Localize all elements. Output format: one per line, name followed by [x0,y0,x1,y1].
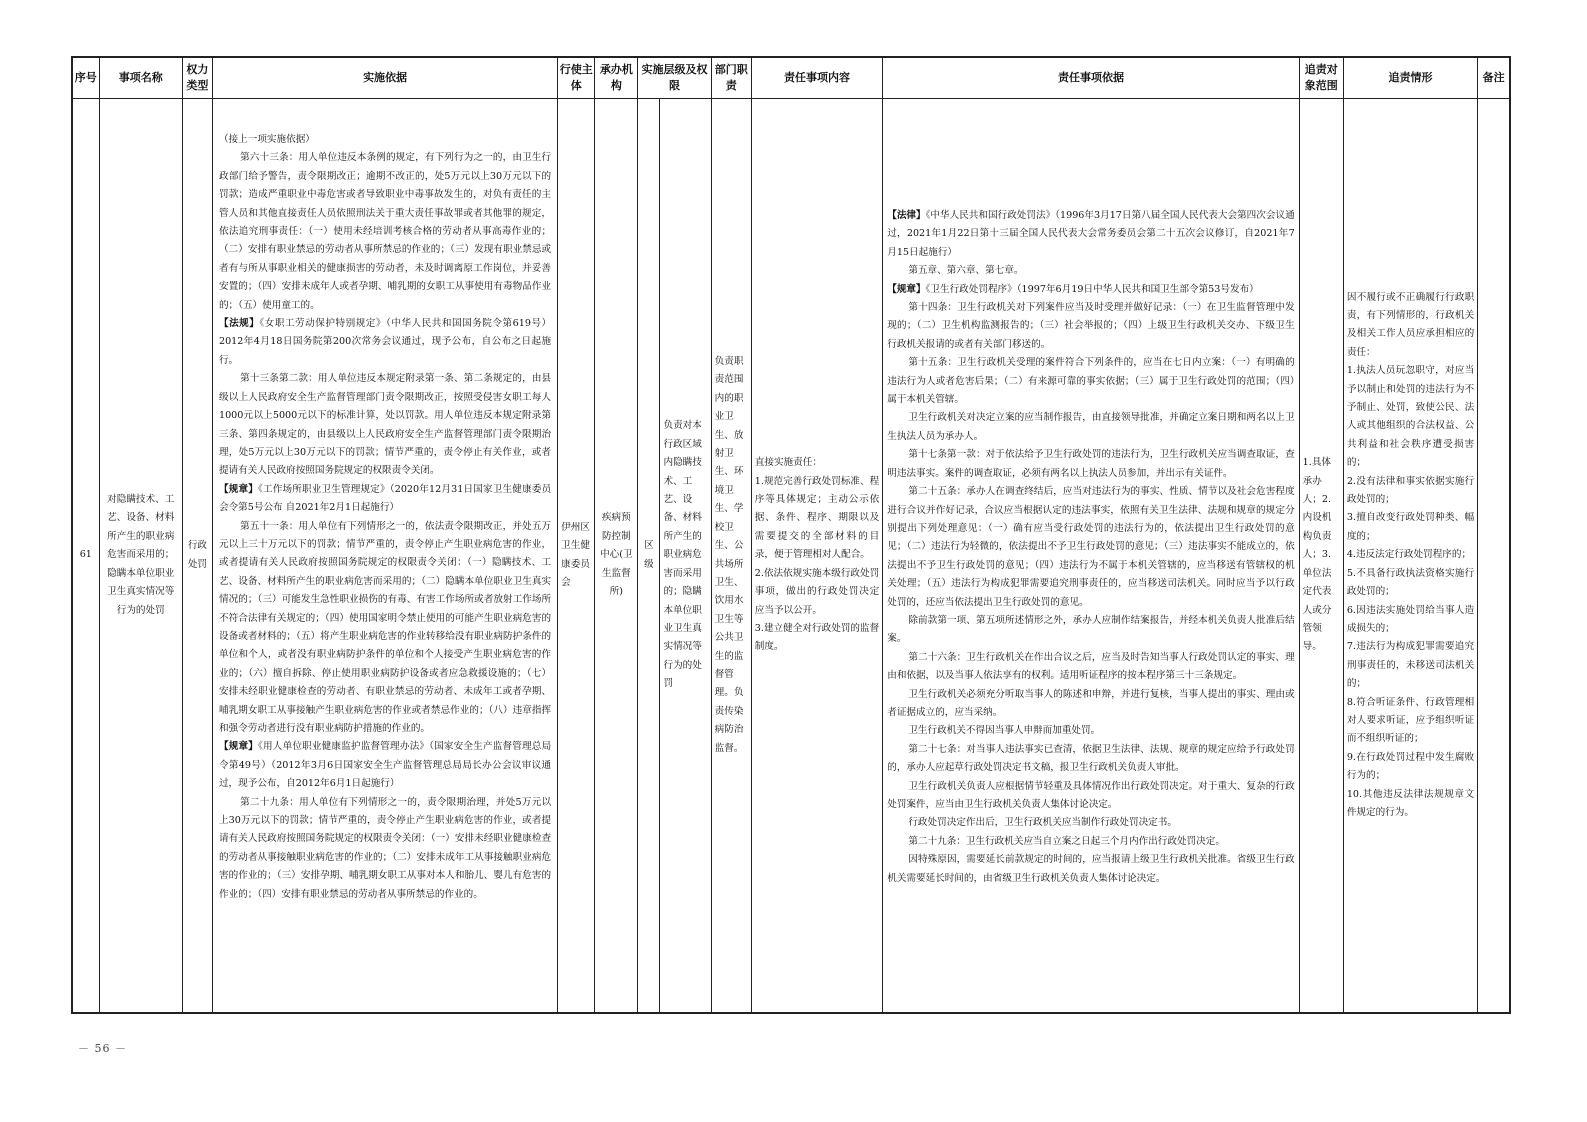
resp-content-paragraph: 1.规范完善行政处罚标准、程序等具体规定；主动公示依据、条件、程序、期限以及需要提交的全部材料的目录，便于管理相对人配合。 [754,475,880,561]
resp-basis-paragraph [887,207,1294,262]
header-situations: 追责情形 [1343,57,1477,99]
cell-subject: 伊州区卫生健康委员会 [558,99,595,1014]
resp-basis-paragraph-tag: 【规章】 [887,283,926,295]
resp-basis-paragraph-text: 卫生行政机关对决定立案的应当制作报告，由直接领导批准，并确定立案日期和两名以上卫生执法人员为承办人。 [887,412,1295,442]
resp-basis-paragraph-text: 第二十五条：承办人在调查终结后，应当对违法行为的事实、性质、情节以及社会危害程度进行合议并作好记录，合议应当根据认定的违法事实，依照有关卫生法律、法规和规章的规定分别提出下列处理意见：（一）确有应当受行政处罚的违法行为的，依法提出卫生行政处罚的意见；（二）违法行为轻微的，依法提出不予卫生行政处罚的意见；（三）违法事实不能成立的，依法提出不予卫生行政处罚的意见；（四）违法行为不属于本机关管辖的，应当移送有管辖权的机关处理；（五）违法行为构成犯罪需要追究刑事责任的，应当移送司法机关。同时应当予以行政处罚的，还应当依法提出卫生行政处罚的意见。 [887,486,1295,608]
header-seq: 序号 [72,57,99,99]
situation-item: 9.在行政处罚过程中发生腐败行为的； [1346,751,1475,782]
basis-paragraph-tag: 【法规】 [218,318,260,330]
header-remark: 备注 [1478,57,1510,99]
situation-item: 3.擅自改变行政处罚种类、幅度的； [1346,512,1475,542]
header-name: 事项名称 [99,57,182,99]
header-basis: 实施依据 [212,57,557,99]
situation-item: 6.因违法实施处罚给当事人造成损失的； [1346,604,1475,634]
basis-paragraph-text: 《工作场所职业卫生管理规定》（2020年12月31日国家卫生健康委员会令第5号公布 自2021年2月1日起施行） [218,483,552,514]
resp-content-paragraph: 直接实施责任： [754,457,822,469]
basis-paragraph [219,149,551,315]
cell-org: 疾病预防控制中心(卫生监督所) [595,99,638,1014]
situation-item: 4.违反法定行政处罚程序的； [1346,549,1472,561]
resp-content-paragraph: 2.依法依规实施本级行政处罚事项，做出的行政处罚决定应当予以公开。 [754,567,880,616]
header-resp-basis: 责任事项依据 [883,57,1299,99]
header-duty: 部门职责 [711,57,751,99]
situation-item: 1.执法人员玩忽职守，对应当予以制止和处罚的违法行为不予制止、处罚，致使公民、法人或其他组织的合法权益、公共利益和社会秩序遭受损害的； [1346,365,1475,469]
resp-basis-paragraph-text: 除前款第一项、第五项所述情形之外，承办人应制作结案报告，并经本机关负责人批准后结案。 [887,614,1295,645]
resp-basis-paragraph [887,851,1294,888]
cell-name: 对隐瞒技术、工艺、设备、材料所产生的职业病危害而采用的；隐瞒本单位职业卫生真实情况等行为的处罚 [99,99,182,1014]
situation-item: 2.没有法律和事实依据实施行政处罚的； [1346,475,1475,506]
resp-basis-paragraph-text: 第五章、第六章、第七章。 [908,265,1024,277]
header-subject: 行使主体 [558,57,595,99]
basis-paragraph-text: 第六十三条：用人单位违反本条例的规定，有下列行为之一的，由卫生行政部门给予警告，责令限期改正；逾期不改正的，处5万元以上30万元以下的罚款；造成严重职业中毒危害或者导致职业中毒事故发生的，对负有责任的主管人员和其他直接责任人员依照刑法关于重大责任事故罪或者其他罪的规定，依法追究刑事责任：（一）使用未经培训考核合格的劳动者从事高毒作业的；（二）安排有职业禁忌的劳动者从事所禁忌的作业的；（三）发现有职业禁忌或者有与所从事职业相关的健康损害的劳动者，未及时调离原工作岗位，并妥善安置的；（四）安排未成年人或者孕期、哺乳期的女职工从事使用有毒物品作业的；（五）使用童工的。 [218,152,552,311]
basis-paragraph-tag: 【规章】 [218,483,258,495]
basis-paragraph [219,370,551,480]
header-power-type: 权力类型 [182,57,212,99]
resp-basis-paragraph-text: 第十七条第一款：对于依法给予卫生行政处罚的违法行为，卫生行政机关应当调查取证，查明违法事实。案件的调查取证，必须有两名以上执法人员参加，并出示有关证件。 [887,449,1295,479]
basis-paragraph-text: 第五十一条：用人单位有下列情形之一的，依法责令限期改正，并处五万元以上三十万元以下的罚款；情节严重的，责令停止产生职业病危害的作业，或者提请有关人民政府按照国务院规定的权限责令关闭：（一）隐瞒技术、工艺、设备、材料所产生的职业病危害而采用的；（二）隐瞒本单位职业卫生真实情况的；（三）可能发生急性职业损伤的有毒、有害工作场所或者放射工作场所不符合法律有关规定的；（四）使用国家明令禁止使用的可能产生职业病危害的设备或者材料的；（五）将产生职业病危害的作业转移给没有职业病防护条件的单位和个人，或者没有职业病防护条件的单位和个人接受产生职业病危害的作业的；（六）擅自拆除、停止使用职业病防护设备或者应急救援设施的；（七）安排未经职业健康检查的劳动者、有职业禁忌的劳动者、未成年工或者孕期、哺乳期女职工从事接触产生职业病危害的作业或者禁忌作业的；（八）违章指挥和强令劳动者进行没有职业病防护措施的作业的。 [218,520,552,734]
header-org: 承办机构 [595,57,638,99]
situation-item: 8.符合听证条件、行政管理相对人要求听证，应予组织听证而不组织听证的； [1346,696,1475,745]
basis-paragraph [219,518,551,739]
resp-basis-paragraph-text: 《中华人民共和国行政处罚法》（1996年3月17日第八届全国人民代表大会第四次会议通过，2021年1月22日第十三届全国人民代表大会常务委员会第二十五次会议修订，自2021年7月15日起施行） [887,210,1295,258]
header-level: 实施层级及权限 [638,57,711,99]
resp-basis-paragraph [887,281,1294,299]
header-scope: 追责对象范围 [1299,57,1343,99]
situation-item: 7.违法行为构成犯罪需要追究刑事责任的，未移送司法机关的； [1346,641,1475,690]
cell-remark [1478,99,1510,1014]
basis-paragraph [219,738,551,793]
resp-basis-paragraph-text: 第二十九条：卫生行政机关应当自立案之日起三个月内作出行政处罚决定。 [908,835,1225,847]
cell-resp-content [751,99,882,1014]
resp-basis-paragraph-text: 第十五条：卫生行政机关受理的案件符合下列条件的，应当在七日内立案：（一）有明确的违法行为人或者危害后果；（二）有来源可靠的事实依据；（三）属于卫生行政处罚的范围；（四）属于本机关管辖。 [887,357,1295,406]
resp-basis-paragraph [887,833,1294,851]
resp-basis-paragraph-text: 卫生行政机关负责人应根据情节轻重及具体情况作出行政处罚决定。对于重大、复杂的行政处罚案件，应当由卫生行政机关负责人集体讨论决定。 [887,780,1295,810]
resp-basis-paragraph-text: 第十四条：卫生行政机关对下列案件应当及时受理并做好记录：（一）在卫生监督管理中发现的；（二）卫生机构监测报告的；（三）社会举报的；（四）上级卫生行政机关交办、下级卫生行政机关报请的或者有关部门移送的。 [887,302,1295,350]
cell-power-type: 行政处罚 [182,99,212,1014]
basis-paragraph-text: 《女职工劳动保护特别规定》（中华人民共和国国务院令第619号）2012年4月18日国务院第200次常务会议通过，现予公布，自公布之日起施行。 [218,318,552,366]
situation-item: 5.不具备行政执法资格实施行政处罚的； [1346,567,1475,598]
resp-basis-paragraph [887,612,1294,649]
resp-basis-paragraph-text: 《卫生行政处罚程序》（1997年6月19日中华人民共和国卫生部令第53号发布） [925,283,1259,295]
basis-paragraph [219,481,551,518]
resp-basis-paragraph-text: 卫生行政机关不得因当事人申辩而加重处罚。 [908,725,1101,737]
resp-basis-paragraph [887,446,1294,483]
resp-basis-paragraph [887,778,1294,815]
basis-paragraph-text: 第二十九条：用人单位有下列情形之一的，责令限期治理，并处5万元以上30万元以下的罚款；情节严重的，责令停止产生职业病危害的作业，或者提请有关人民政府按照国务院规定的权限责令关闭：（一）安排未经职业健康检查的劳动者从事接触职业病危害的作业的；（二）安排未成年工从事接触职业病危害的作业的；（三）安排孕期、哺乳期女职工从事对本人和胎儿、婴儿有危害的作业的；（四）安排有职业禁忌的劳动者从事所禁忌的作业的。 [218,796,552,900]
cell-authority: 负责对本行政区域内隐瞒技术、工艺、设备、材料所产生的职业病危害而采用的；隐瞒本单位职业卫生真实情况等行为的处罚 [660,99,711,1014]
basis-paragraph [219,794,551,904]
table-row [72,99,1510,1014]
resp-basis-paragraph-text: 行政处罚决定作出后，卫生行政机关应当制作行政处罚决定书。 [908,817,1177,829]
resp-basis-paragraph-text: 因特殊原因，需要延长前款规定的时间的，应当报请上级卫生行政机关批准。省级卫生行政机关需要延长时间的，由省级卫生行政机关负责人集体讨论决定。 [887,854,1295,884]
cell-level: 区级 [638,99,660,1014]
resp-basis-paragraph [887,722,1294,740]
header-resp-content: 责任事项内容 [751,57,882,99]
resp-content-paragraph: 3.建立健全对行政处罚的监督制度。 [754,622,880,653]
resp-basis-paragraph [887,262,1294,280]
basis-paragraph-tag: 【规章】 [218,741,259,753]
cell-scope: 1.具体承办人；2.内设机构负责人；3.单位法定代表人或分管领导。 [1299,99,1343,1014]
basis-paragraph [219,315,551,370]
resp-basis-paragraph [887,299,1294,354]
resp-basis-paragraph-text: 第二十七条：对当事人违法事实已查清，依据卫生法律、法规、规章的规定应给予行政处罚的，承办人应起草行政处罚决定书文稿，报卫生行政机关负责人审批。 [887,743,1295,774]
resp-basis-paragraph [887,354,1294,409]
resp-basis-paragraph [887,686,1294,723]
basis-paragraph-text: 第十三条第二款：用人单位违反本规定附录第一条、第二条规定的，由县级以上人民政府安全生产监督管理部门责令限期改正，按照受侵害女职工每人1000元以上5000元以下的标准计算，处以罚款。用人单位违反本规定附录第三条、第四条规定的，由县级以上人民政府安全生产监督管理部门责令限期治理，处5万元以上30万元以下的罚款；情节严重的，责令停止有关作业，或者提请有关人民政府按照国务院规定的权限责令关闭。 [218,373,552,477]
resp-basis-paragraph-text: 第二十六条：卫生行政机关在作出合议之后，应当及时告知当事人行政处罚认定的事实、理由和依据，以及当事人依法享有的权利。适用听证程序的按本程序第三十三条规定。 [887,651,1295,682]
cell-basis [212,99,557,1014]
basis-paragraph-text: 《用人单位职业健康监护监督管理办法》（国家安全生产监督管理总局令第49号）（2012年3月6日国家安全生产监督管理总局局长办公会议审议通过，现予公布，自2012年6月1日起施行） [218,741,552,790]
resp-basis-paragraph [887,483,1294,612]
resp-basis-paragraph [887,741,1294,778]
basis-paragraph [219,131,551,149]
situation-item: 因不履行或不正确履行行政职责，有下列情形的，行政机关及相关工作人员应承担相应的责任： [1346,291,1475,358]
cell-resp-basis [883,99,1299,1014]
resp-basis-paragraph-text: 卫生行政机关必须充分听取当事人的陈述和申辩，并进行复核，当事人提出的事实、理由或者证据成立的，应当采纳。 [887,688,1295,718]
situation-item: 10.其他违反法律法规规章文件规定的行为。 [1346,788,1475,818]
basis-paragraph-text: （接上一项实施依据） [218,134,315,145]
duty-list-table [71,56,1511,1014]
resp-basis-paragraph [887,649,1294,686]
page-number: － 56 － [78,1042,127,1055]
resp-basis-paragraph [887,814,1294,832]
header-row [72,57,1510,99]
resp-basis-paragraph-tag: 【法律】 [887,210,926,221]
cell-duty: 负责职责范围内的职业卫生、放射卫生、环境卫生、学校卫生、公共场所卫生、饮用水卫生等公共卫生的监督管理。负责传染病防治监督。 [711,99,751,1014]
cell-seq: 61 [72,99,99,1014]
cell-situations [1343,99,1477,1014]
resp-basis-paragraph [887,409,1294,446]
